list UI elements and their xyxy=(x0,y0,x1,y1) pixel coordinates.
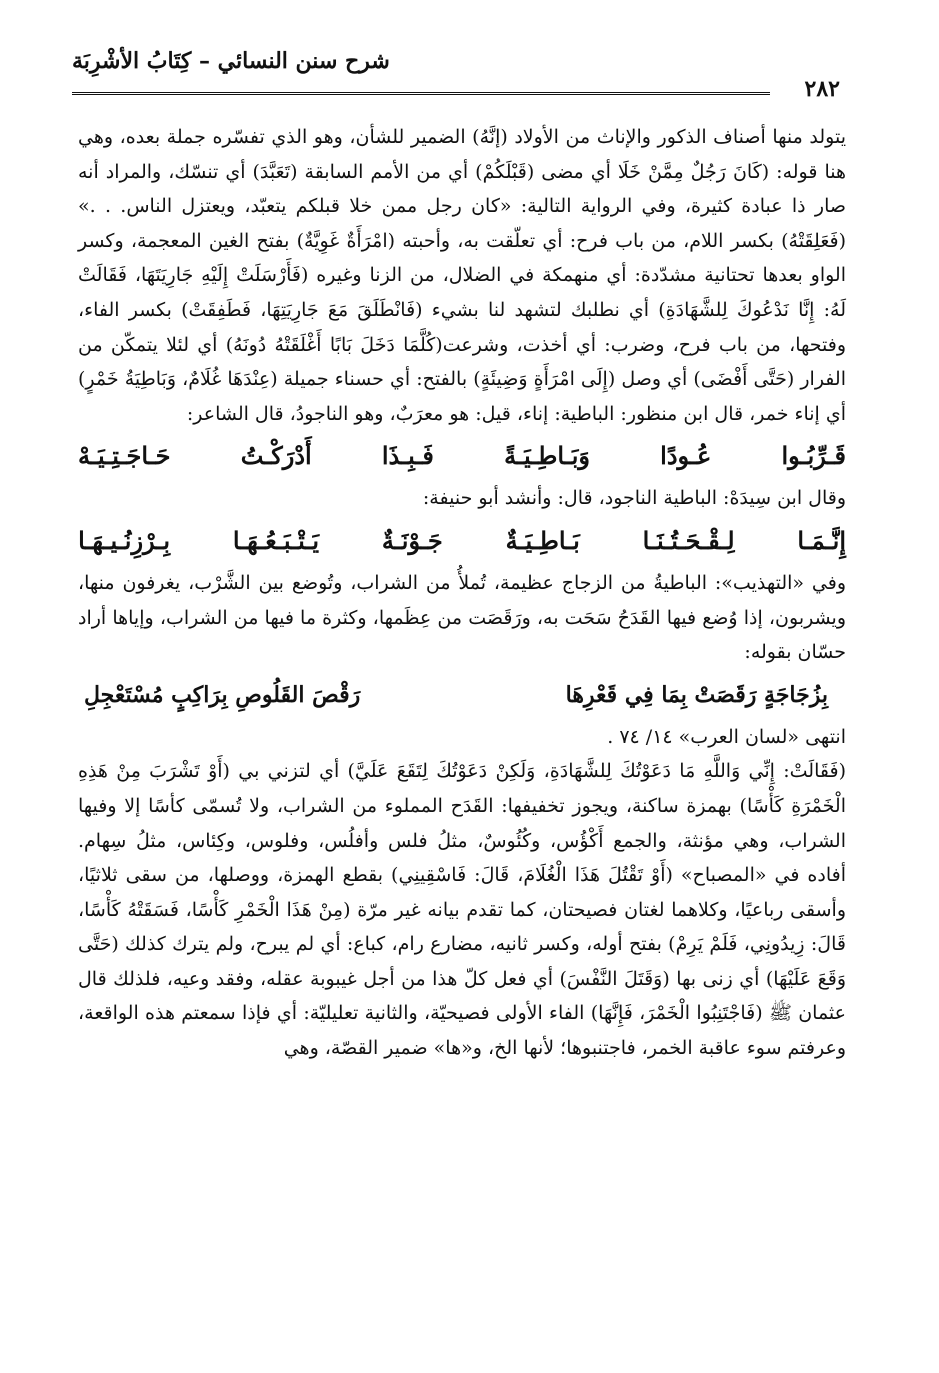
page-number: ٢٨٢ xyxy=(804,76,840,102)
verse-2-word: إِنَّـمَـا xyxy=(797,525,846,555)
page-header xyxy=(72,48,840,104)
paragraph-2: وقال ابن سِيدَهْ: الباطية الناجود، قال: وأنشد أبو حنيفة: xyxy=(422,487,846,510)
verse-2-word: جَـوْنَـةٌ xyxy=(381,525,443,555)
verse-2 xyxy=(78,518,846,564)
verse-3 xyxy=(78,672,846,718)
paragraph-1: يتولد منها أصناف الذكور والإناث من الأولاد (إنَّهُ) الضمير للشأن، وهو الذي تفسّره جملة بعده، وهي هنا قوله: (كَانَ رَجُلٌ مِمَّنْ خَلَا أي مضى (قَبْلَكُمْ) أي من الأمم السابقة (تَعَبَّدَ) أي تنسّك، والمراد أنه صار ذا عبادة كثيرة، وفي الرواية التالية: «كان رجل ممن خلا قبلكم يتعبّد، ويعتزل الناس. . .» (فَعَلِقَتْهُ) بكسر اللام، من باب فرح: أي تعلّقت به، وأحبته (امْرَأَةٌ غَوِيَّةٌ) بفتح الغين المعجمة، وكسر الواو بعدها تحتانية مشدّدة: أي منهمكة في الضلال، من الزنا وغيره (فَأَرْسَلَتْ إِلَيْهِ جَارِيَتَهَا، فَقَالَتْ لَهُ: إِنَّا نَدْعُوكَ لِلشَّهَادَةِ) أي نطلبك لتشهد لنا بشيء (فَانْطَلَقَ مَعَ جَارِيَتِهَا، فَطَفِقَتْ) بكسر الفاء، وفتحها، من باب فرح، وضرب: أي أخذت، وشرعت(كُلَّمَا دَخَلَ بَابًا أَغْلَقَتْهُ دُونَهُ) أي لئلا يتمكّن من الفرار (حَتَّى أَفْضَى) أي وصل (إِلَى امْرَأَةٍ وَضِيئَةٍ) بالفتح: أي حسناء جميلة (عِنْدَهَا غُلَامٌ، وَبَاطِيَةُ خَمْرٍ) أي إناء خمر، قال ابن منظور: الباطية: إناء، قيل: هو معرَبٌ، وهو الناجودُ، قال الشاعر: xyxy=(78,126,846,425)
verse-2-word: بِـرْزِنُـيـهَـا xyxy=(78,525,170,555)
verse-2-word: بَـاطِـيَـةٌ xyxy=(505,525,580,555)
verse-2-word: يَـتْـبَـعُـهَـا xyxy=(232,525,320,555)
body-text xyxy=(78,120,846,1066)
paragraph-4-citation: انتهى «لسان العرب» ١٤/ ٧٤ . xyxy=(607,725,846,748)
verse-1-word: أَدْرَكْـتُ xyxy=(240,441,312,471)
verse-1-word: قَـرِّبُـوا xyxy=(781,441,846,471)
verse-3-second-hemistich: رَقْصَ القَلُوصِ بِرَاكِبٍ مُسْتَعْجِلِ xyxy=(84,681,361,708)
verse-1-word: فَـبِـذَا xyxy=(381,441,434,471)
paragraph-5: (فَقَالَتْ: إِنِّي وَاللَّهِ مَا دَعَوْتُكَ لِلشَّهَادَةِ، وَلَكِنْ دَعَوْتُكَ لِتَقَعَ عَلَيَّ) أي لتزني بي (أَوْ تَشْرَبَ مِنْ هَذِهِ الْخَمْرَةِ كَأْسًا) بهمزة ساكنة، ويجوز تخفيفها: القَدَح المملوء من الشراب، ولا تُسمّى كأسًا إلا وفيها الشراب، وهي مؤنثة، والجمع أَكْؤُس، وكُئُوسٌ، مثلُ فلس وأفلُس، وفلوس، وكِئاس، مثلُ سِهام. أفاده في «المصباح» (أَوْ تَقْتُلَ هَذَا الْغُلَامَ، قَالَ: فَاسْقِينِي) بقطع الهمزة، ووصلها، من سقى ثلاثيًا، وأسقى رباعيًا، وكلاهما لغتان فصيحتان، كما تقدم بيانه غير مرّة (مِنْ هَذَا الْخَمْرِ كَأْسًا، فَسَقَتْهُ كَأْسًا، قَالَ: زِيدُونِي، فَلَمْ يَرِمْ) بفتح أوله، وكسر ثانيه، مضارع رام، كباع: أي لم يبرح، ولم يترك كذلك (حَتَّى وَقَعَ عَلَيْهَا) أي زنى بها (وَقَتَلَ النَّفْسَ) أي فعل كلّ هذا من أجل غيبوبة عقله، وفقد وعيه، فلذلك قال عثمان ﷺ (فَاجْتَنِبُوا الْخَمْرَ، فَإِنَّهَا) الفاء الأولى فصيحيّة، والثانية تعليليّة: أي فإذا سمعتم هذه الواقعة، وعرفتم سوء عاقبة الخمر، فاجتنبوها؛ لأنها الخ، و«ها» ضمير القصّة، وهي xyxy=(78,760,846,1060)
verse-1-word: عُـودًا xyxy=(660,441,712,471)
verse-1-word: حَـاجَـتِـيَـهْ xyxy=(78,441,171,471)
verse-1 xyxy=(78,433,846,479)
paragraph-3: وفي «التهذيب»: الباطيةُ من الزجاج عظيمة، تُملأُ من الشراب، وتُوضع بين الشَّرْب، يغرفون منها، ويشربون، إذا وُضع فيها القَدَحُ سَحَت به، ورَقَصَت من عِظَمها، وكثرة ما فيها من الشراب، وإياها أراد حسّان بقوله: xyxy=(78,571,846,664)
header-rule xyxy=(72,92,770,95)
verse-3-first-hemistich: بِزُجَاجَةٍ رَقَصَتْ بِمَا فِي قَعْرِهَا xyxy=(565,681,828,708)
running-title: شرح سنن النسائي – كِتَابُ الأشْرِبَة xyxy=(72,48,390,74)
verse-2-word: لِـقْـحَـتُـنَـا xyxy=(642,525,735,555)
verse-1-word: وَبَـاطِـيَـةً xyxy=(504,441,590,471)
